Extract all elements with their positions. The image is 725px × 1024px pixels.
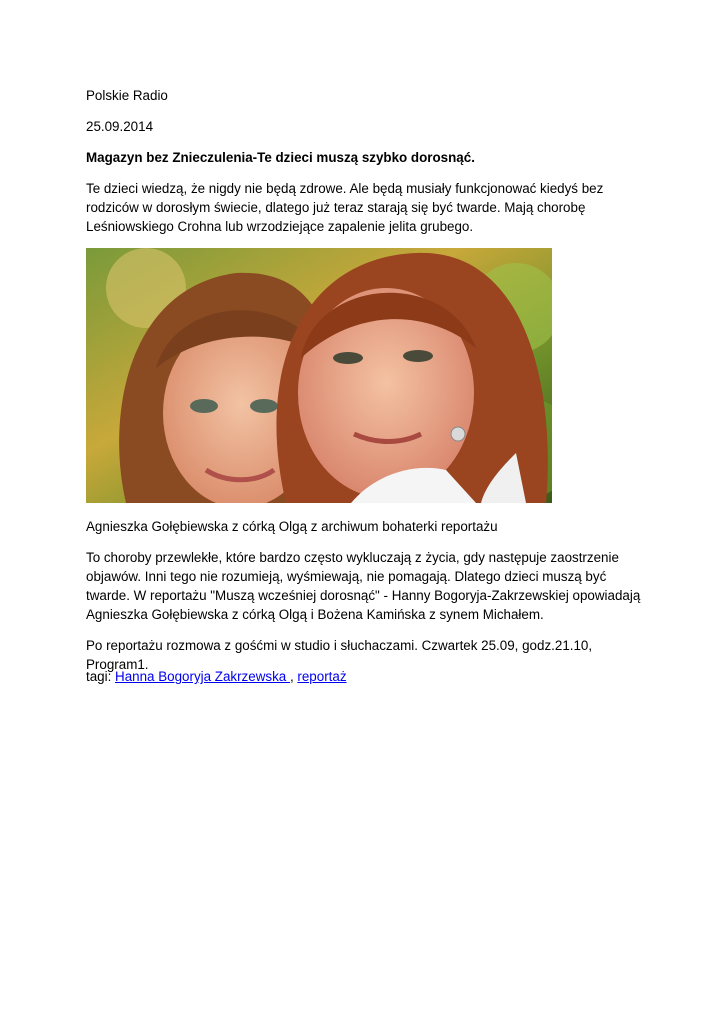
article-title: Magazyn bez Znieczulenia-Te dzieci muszą szybko dorosnąć.	[86, 150, 475, 165]
tags-line	[86, 667, 347, 686]
publication-date: 25.09.2014	[86, 119, 154, 134]
article-paragraph: To choroby przewlekłe, które bardzo często wykluczają z życia, gdy następuje zaostrzenie objawów. Inni tego nie rozumieją, wyśmiewają, nie pomagają. Dlatego dzieci muszą być twarde. W reportażu "Muszą wcześniej dorosnąć" - Hanny Bogoryja-Zakrzewskiej opowiadają Agnieszka Gołębiewska z córką Olgą i Bożena Kamińska z synem Michałem.	[86, 550, 641, 622]
tags-label: tagi:	[86, 669, 116, 684]
tag-link-reportaz[interactable]: reportaż	[297, 669, 347, 684]
article-intro: Te dzieci wiedzą, że nigdy nie będą zdrowe. Ale będą musiały funkcjonować kiedyś bez rodziców w dorosłym świecie, dlatego już teraz starają się być twarde. Mają chorobę Leśniowskiego Crohna lub wrzodziejące zapalenie jelita grubego.	[86, 181, 604, 234]
tag-link-hanna-bogoryja-zakrzewska[interactable]: Hanna Bogoryja Zakrzewska	[115, 669, 290, 684]
article-photo	[86, 248, 552, 503]
source-name: Polskie Radio	[86, 88, 168, 103]
tag-separator: ,	[289, 669, 298, 684]
photo-caption: Agnieszka Gołębiewska z córką Olgą z archiwum bohaterki reportażu	[86, 519, 498, 534]
broadcast-info: Po reportażu rozmowa z gośćmi w studio i słuchaczami. Czwartek 25.09, godz.21.10, Program1.	[86, 638, 593, 672]
